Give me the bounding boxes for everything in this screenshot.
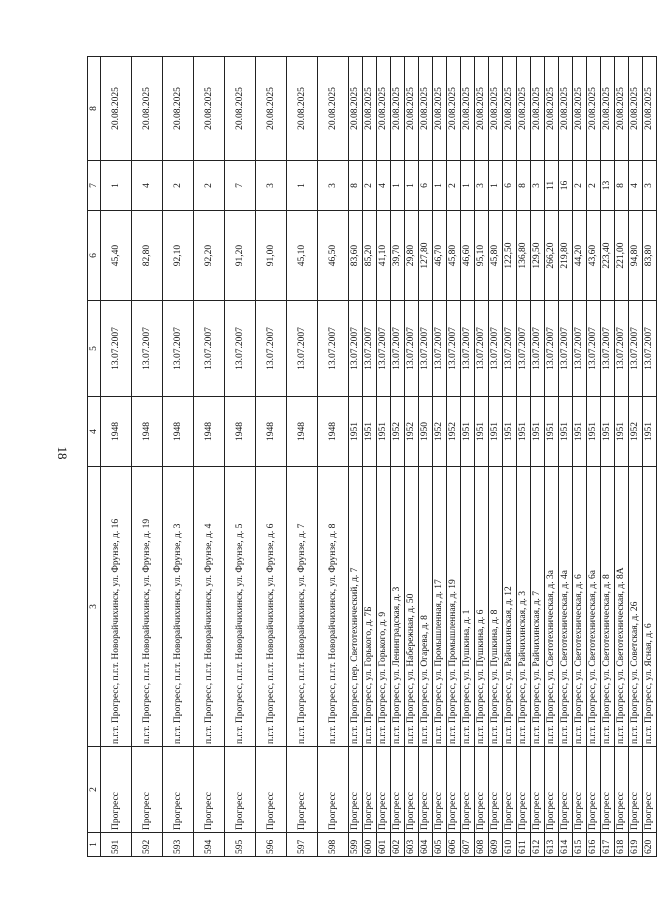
row-number-cell: 594 (194, 833, 225, 857)
table-row (629, 57, 643, 857)
area-cell: 127,80 (419, 211, 433, 301)
year-built-cell: 1952 (433, 397, 447, 467)
header-row (88, 57, 101, 857)
table-row (559, 57, 573, 857)
registration-date-cell: 13.07.2007 (194, 301, 225, 397)
settlement-cell: Прогресс (101, 747, 132, 833)
deadline-date-cell: 20.08.2025 (391, 57, 405, 161)
settlement-cell: Прогресс (531, 747, 545, 833)
address-cell: п.г.т. Прогресс, п.г.т. Новорайчихинск, ул. Фрунзе, д. 16 (101, 467, 132, 747)
table-row (101, 57, 132, 857)
address-cell: п.г.т. Прогресс, ул. Светотехническая, д. 6 (573, 467, 587, 747)
address-cell: п.г.т. Прогресс, ул. Советская, д. 26 (629, 467, 643, 747)
year-built-cell: 1951 (573, 397, 587, 467)
residents-cell: 3 (643, 161, 657, 211)
address-cell: п.г.т. Прогресс, п.г.т. Новорайчихинск, ул. Фрунзе, д. 4 (194, 467, 225, 747)
page-number: 18 (55, 446, 70, 460)
settlement-cell: Прогресс (615, 747, 629, 833)
column-header: 2 (88, 747, 101, 833)
residents-cell: 7 (225, 161, 256, 211)
rotated-page-content (87, 57, 654, 857)
settlement-cell: Прогресс (256, 747, 287, 833)
registration-date-cell: 13.07.2007 (545, 301, 559, 397)
row-number-cell: 591 (101, 833, 132, 857)
deadline-date-cell: 20.08.2025 (377, 57, 391, 161)
registration-date-cell: 13.07.2007 (489, 301, 503, 397)
deadline-date-cell: 20.08.2025 (587, 57, 601, 161)
registration-date-cell: 13.07.2007 (629, 301, 643, 397)
row-number-cell: 592 (132, 833, 163, 857)
area-cell: 82,80 (132, 211, 163, 301)
area-cell: 46,60 (461, 211, 475, 301)
registration-date-cell: 13.07.2007 (517, 301, 531, 397)
address-cell: п.г.т. Прогресс, ул. Пушкина, д. 1 (461, 467, 475, 747)
residents-cell: 1 (489, 161, 503, 211)
table-row (643, 57, 657, 857)
deadline-date-cell: 20.08.2025 (419, 57, 433, 161)
area-cell: 45,40 (101, 211, 132, 301)
registration-date-cell: 13.07.2007 (419, 301, 433, 397)
row-number-cell: 595 (225, 833, 256, 857)
year-built-cell: 1951 (349, 397, 363, 467)
deadline-date-cell: 20.08.2025 (363, 57, 377, 161)
area-cell: 91,00 (256, 211, 287, 301)
area-cell: 41,10 (377, 211, 391, 301)
registration-date-cell: 13.07.2007 (101, 301, 132, 397)
residents-cell: 13 (601, 161, 615, 211)
area-cell: 92,20 (194, 211, 225, 301)
deadline-date-cell: 20.08.2025 (225, 57, 256, 161)
year-built-cell: 1948 (132, 397, 163, 467)
settlement-cell: Прогресс (489, 747, 503, 833)
year-built-cell: 1951 (377, 397, 391, 467)
deadline-date-cell: 20.08.2025 (629, 57, 643, 161)
row-number-cell: 606 (447, 833, 461, 857)
table-row (194, 57, 225, 857)
table-row (318, 57, 349, 857)
address-cell: п.г.т. Прогресс, ул. Промышленная, д. 19 (447, 467, 461, 747)
address-cell: п.г.т. Прогресс, ул. Райчихинская, д. 7 (531, 467, 545, 747)
table-row (349, 57, 363, 857)
registration-date-cell: 13.07.2007 (287, 301, 318, 397)
registration-date-cell: 13.07.2007 (643, 301, 657, 397)
deadline-date-cell: 20.08.2025 (559, 57, 573, 161)
column-header: 1 (88, 833, 101, 857)
residents-cell: 4 (377, 161, 391, 211)
settlement-cell: Прогресс (132, 747, 163, 833)
settlement-cell: Прогресс (559, 747, 573, 833)
year-built-cell: 1948 (194, 397, 225, 467)
year-built-cell: 1951 (489, 397, 503, 467)
area-cell: 83,80 (643, 211, 657, 301)
table-row (405, 57, 419, 857)
deadline-date-cell: 20.08.2025 (447, 57, 461, 161)
settlement-cell: Прогресс (318, 747, 349, 833)
row-number-cell: 616 (587, 833, 601, 857)
settlement-cell: Прогресс (587, 747, 601, 833)
settlement-cell: Прогресс (349, 747, 363, 833)
area-cell: 46,50 (318, 211, 349, 301)
address-cell: п.г.т. Прогресс, ул. Райчихинская, д. 3 (517, 467, 531, 747)
residents-cell: 2 (163, 161, 194, 211)
table-row (461, 57, 475, 857)
row-number-cell: 604 (419, 833, 433, 857)
year-built-cell: 1951 (615, 397, 629, 467)
column-header: 7 (88, 161, 101, 211)
address-cell: п.г.т. Прогресс, ул. Пушкина, д. 8 (489, 467, 503, 747)
address-cell: п.г.т. Прогресс, ул. Огарева, д. 8 (419, 467, 433, 747)
row-number-cell: 596 (256, 833, 287, 857)
deadline-date-cell: 20.08.2025 (433, 57, 447, 161)
area-cell: 39,70 (391, 211, 405, 301)
registration-date-cell: 13.07.2007 (405, 301, 419, 397)
area-cell: 223,40 (601, 211, 615, 301)
settlement-cell: Прогресс (461, 747, 475, 833)
area-cell: 45,80 (489, 211, 503, 301)
table-row (419, 57, 433, 857)
residents-cell: 2 (587, 161, 601, 211)
year-built-cell: 1951 (643, 397, 657, 467)
residents-cell: 16 (559, 161, 573, 211)
row-number-cell: 599 (349, 833, 363, 857)
row-number-cell: 619 (629, 833, 643, 857)
residents-cell: 1 (461, 161, 475, 211)
row-number-cell: 618 (615, 833, 629, 857)
area-cell: 94,80 (629, 211, 643, 301)
year-built-cell: 1951 (559, 397, 573, 467)
table-row (447, 57, 461, 857)
year-built-cell: 1952 (629, 397, 643, 467)
area-cell: 45,80 (447, 211, 461, 301)
settlement-cell: Прогресс (377, 747, 391, 833)
deadline-date-cell: 20.08.2025 (615, 57, 629, 161)
table-row (475, 57, 489, 857)
registration-date-cell: 13.07.2007 (447, 301, 461, 397)
address-cell: п.г.т. Прогресс, ул. Светотехническая, д. 3а (545, 467, 559, 747)
year-built-cell: 1951 (587, 397, 601, 467)
deadline-date-cell: 20.08.2025 (132, 57, 163, 161)
year-built-cell: 1951 (531, 397, 545, 467)
year-built-cell: 1951 (503, 397, 517, 467)
row-number-cell: 607 (461, 833, 475, 857)
registration-date-cell: 13.07.2007 (615, 301, 629, 397)
table-row (363, 57, 377, 857)
address-cell: п.г.т. Прогресс, ул. Райчихинская, д. 12 (503, 467, 517, 747)
area-cell: 45,10 (287, 211, 318, 301)
row-number-cell: 605 (433, 833, 447, 857)
area-cell: 136,80 (517, 211, 531, 301)
deadline-date-cell: 20.08.2025 (318, 57, 349, 161)
area-cell: 85,20 (363, 211, 377, 301)
area-cell: 129,50 (531, 211, 545, 301)
row-number-cell: 602 (391, 833, 405, 857)
deadline-date-cell: 20.08.2025 (287, 57, 318, 161)
year-built-cell: 1951 (517, 397, 531, 467)
deadline-date-cell: 20.08.2025 (475, 57, 489, 161)
table-row (163, 57, 194, 857)
residents-cell: 1 (405, 161, 419, 211)
registration-date-cell: 13.07.2007 (475, 301, 489, 397)
row-number-cell: 608 (475, 833, 489, 857)
registration-date-cell: 13.07.2007 (256, 301, 287, 397)
deadline-date-cell: 20.08.2025 (194, 57, 225, 161)
deadline-date-cell: 20.08.2025 (163, 57, 194, 161)
residents-cell: 1 (391, 161, 405, 211)
registration-date-cell: 13.07.2007 (531, 301, 545, 397)
column-header: 4 (88, 397, 101, 467)
deadline-date-cell: 20.08.2025 (256, 57, 287, 161)
residents-cell: 1 (101, 161, 132, 211)
year-built-cell: 1948 (318, 397, 349, 467)
year-built-cell: 1951 (545, 397, 559, 467)
year-built-cell: 1951 (601, 397, 615, 467)
deadline-date-cell: 20.08.2025 (643, 57, 657, 161)
address-cell: п.г.т. Прогресс, п.г.т. Новорайчихинск, ул. Фрунзе, д. 7 (287, 467, 318, 747)
registration-date-cell: 13.07.2007 (318, 301, 349, 397)
row-number-cell: 609 (489, 833, 503, 857)
area-cell: 95,10 (475, 211, 489, 301)
year-built-cell: 1948 (225, 397, 256, 467)
settlement-cell: Прогресс (391, 747, 405, 833)
registration-date-cell: 13.07.2007 (587, 301, 601, 397)
deadline-date-cell: 20.08.2025 (517, 57, 531, 161)
residents-cell: 8 (349, 161, 363, 211)
deadline-date-cell: 20.08.2025 (503, 57, 517, 161)
area-cell: 44,20 (573, 211, 587, 301)
residents-cell: 3 (475, 161, 489, 211)
deadline-date-cell: 20.08.2025 (461, 57, 475, 161)
settlement-cell: Прогресс (163, 747, 194, 833)
row-number-cell: 601 (377, 833, 391, 857)
address-cell: п.г.т. Прогресс, ул. Светотехническая, д. 6а (587, 467, 601, 747)
area-cell: 46,70 (433, 211, 447, 301)
registration-date-cell: 13.07.2007 (225, 301, 256, 397)
deadline-date-cell: 20.08.2025 (405, 57, 419, 161)
address-cell: п.г.т. Прогресс, ул. Пушкина, д. 6 (475, 467, 489, 747)
area-cell: 83,60 (349, 211, 363, 301)
table-row (503, 57, 517, 857)
settlement-cell: Прогресс (643, 747, 657, 833)
table-row (287, 57, 318, 857)
row-number-cell: 617 (601, 833, 615, 857)
area-cell: 219,80 (559, 211, 573, 301)
year-built-cell: 1948 (287, 397, 318, 467)
address-cell: п.г.т. Прогресс, ул. Светотехническая, д. 4а (559, 467, 573, 747)
row-number-cell: 600 (363, 833, 377, 857)
housing-table (87, 56, 657, 857)
residents-cell: 2 (573, 161, 587, 211)
address-cell: п.г.т. Прогресс, ул. Светотехническая, д. 8А (615, 467, 629, 747)
area-cell: 266,20 (545, 211, 559, 301)
address-cell: п.г.т. Прогресс, ул. Ленинградская, д. 3 (391, 467, 405, 747)
row-number-cell: 614 (559, 833, 573, 857)
address-cell: п.г.т. Прогресс, п.г.т. Новорайчихинск, ул. Фрунзе, д. 5 (225, 467, 256, 747)
table-row (256, 57, 287, 857)
address-cell: п.г.т. Прогресс, п.г.т. Новорайчихинск, ул. Фрунзе, д. 19 (132, 467, 163, 747)
row-number-cell: 612 (531, 833, 545, 857)
table-row (601, 57, 615, 857)
table-row (573, 57, 587, 857)
row-number-cell: 598 (318, 833, 349, 857)
settlement-cell: Прогресс (517, 747, 531, 833)
residents-cell: 6 (503, 161, 517, 211)
address-cell: п.г.т. Прогресс, пер. Светотехнический, д. 7 (349, 467, 363, 747)
row-number-cell: 615 (573, 833, 587, 857)
residents-cell: 8 (517, 161, 531, 211)
table-row (225, 57, 256, 857)
table-row (615, 57, 629, 857)
column-header: 5 (88, 301, 101, 397)
table-row (517, 57, 531, 857)
row-number-cell: 611 (517, 833, 531, 857)
area-cell: 221,00 (615, 211, 629, 301)
table-row (132, 57, 163, 857)
year-built-cell: 1951 (363, 397, 377, 467)
column-header: 3 (88, 467, 101, 747)
year-built-cell: 1952 (405, 397, 419, 467)
column-header: 8 (88, 57, 101, 161)
year-built-cell: 1952 (447, 397, 461, 467)
area-cell: 122,50 (503, 211, 517, 301)
residents-cell: 3 (318, 161, 349, 211)
residents-cell: 3 (256, 161, 287, 211)
row-number-cell: 597 (287, 833, 318, 857)
residents-cell: 4 (629, 161, 643, 211)
deadline-date-cell: 20.08.2025 (531, 57, 545, 161)
row-number-cell: 593 (163, 833, 194, 857)
area-cell: 91,20 (225, 211, 256, 301)
settlement-cell: Прогресс (503, 747, 517, 833)
table-row (531, 57, 545, 857)
settlement-cell: Прогресс (225, 747, 256, 833)
area-cell: 92,10 (163, 211, 194, 301)
settlement-cell: Прогресс (573, 747, 587, 833)
row-number-cell: 610 (503, 833, 517, 857)
table-row (391, 57, 405, 857)
year-built-cell: 1951 (461, 397, 475, 467)
settlement-cell: Прогресс (419, 747, 433, 833)
registration-date-cell: 13.07.2007 (559, 301, 573, 397)
settlement-cell: Прогресс (433, 747, 447, 833)
table-body (101, 57, 657, 857)
residents-cell: 2 (447, 161, 461, 211)
registration-date-cell: 13.07.2007 (433, 301, 447, 397)
residents-cell: 4 (132, 161, 163, 211)
address-cell: п.г.т. Прогресс, п.г.т. Новорайчихинск, ул. Фрунзе, д. 8 (318, 467, 349, 747)
table-row (545, 57, 559, 857)
residents-cell: 3 (531, 161, 545, 211)
table-row (377, 57, 391, 857)
column-header: 6 (88, 211, 101, 301)
address-cell: п.г.т. Прогресс, ул. Горького, д. 9 (377, 467, 391, 747)
settlement-cell: Прогресс (194, 747, 225, 833)
year-built-cell: 1948 (101, 397, 132, 467)
registration-date-cell: 13.07.2007 (349, 301, 363, 397)
address-cell: п.г.т. Прогресс, ул. Светотехническая, д. 8 (601, 467, 615, 747)
deadline-date-cell: 20.08.2025 (489, 57, 503, 161)
table-row (433, 57, 447, 857)
address-cell: п.г.т. Прогресс, п.г.т. Новорайчихинск, ул. Фрунзе, д. 6 (256, 467, 287, 747)
registration-date-cell: 13.07.2007 (163, 301, 194, 397)
year-built-cell: 1951 (475, 397, 489, 467)
deadline-date-cell: 20.08.2025 (349, 57, 363, 161)
settlement-cell: Прогресс (545, 747, 559, 833)
settlement-cell: Прогресс (405, 747, 419, 833)
area-cell: 43,60 (587, 211, 601, 301)
address-cell: п.г.т. Прогресс, ул. Горького, д. 7Б (363, 467, 377, 747)
year-built-cell: 1948 (256, 397, 287, 467)
table-row (587, 57, 601, 857)
registration-date-cell: 13.07.2007 (363, 301, 377, 397)
settlement-cell: Прогресс (475, 747, 489, 833)
row-number-cell: 620 (643, 833, 657, 857)
registration-date-cell: 13.07.2007 (503, 301, 517, 397)
deadline-date-cell: 20.08.2025 (601, 57, 615, 161)
registration-date-cell: 13.07.2007 (377, 301, 391, 397)
row-number-cell: 613 (545, 833, 559, 857)
year-built-cell: 1948 (163, 397, 194, 467)
address-cell: п.г.т. Прогресс, ул. Набережная, д. 50 (405, 467, 419, 747)
deadline-date-cell: 20.08.2025 (545, 57, 559, 161)
year-built-cell: 1950 (419, 397, 433, 467)
settlement-cell: Прогресс (601, 747, 615, 833)
residents-cell: 2 (363, 161, 377, 211)
deadline-date-cell: 20.08.2025 (101, 57, 132, 161)
settlement-cell: Прогресс (629, 747, 643, 833)
area-cell: 29,80 (405, 211, 419, 301)
year-built-cell: 1952 (391, 397, 405, 467)
residents-cell: 8 (615, 161, 629, 211)
residents-cell: 1 (433, 161, 447, 211)
table-row (489, 57, 503, 857)
residents-cell: 11 (545, 161, 559, 211)
row-number-cell: 603 (405, 833, 419, 857)
address-cell: п.г.т. Прогресс, ул. Ясная, д. 6 (643, 467, 657, 747)
settlement-cell: Прогресс (287, 747, 318, 833)
registration-date-cell: 13.07.2007 (601, 301, 615, 397)
address-cell: п.г.т. Прогресс, ул. Промышленная, д. 17 (433, 467, 447, 747)
settlement-cell: Прогресс (447, 747, 461, 833)
registration-date-cell: 13.07.2007 (573, 301, 587, 397)
residents-cell: 2 (194, 161, 225, 211)
registration-date-cell: 13.07.2007 (132, 301, 163, 397)
settlement-cell: Прогресс (363, 747, 377, 833)
registration-date-cell: 13.07.2007 (391, 301, 405, 397)
residents-cell: 6 (419, 161, 433, 211)
deadline-date-cell: 20.08.2025 (573, 57, 587, 161)
registration-date-cell: 13.07.2007 (461, 301, 475, 397)
residents-cell: 1 (287, 161, 318, 211)
address-cell: п.г.т. Прогресс, п.г.т. Новорайчихинск, ул. Фрунзе, д. 3 (163, 467, 194, 747)
